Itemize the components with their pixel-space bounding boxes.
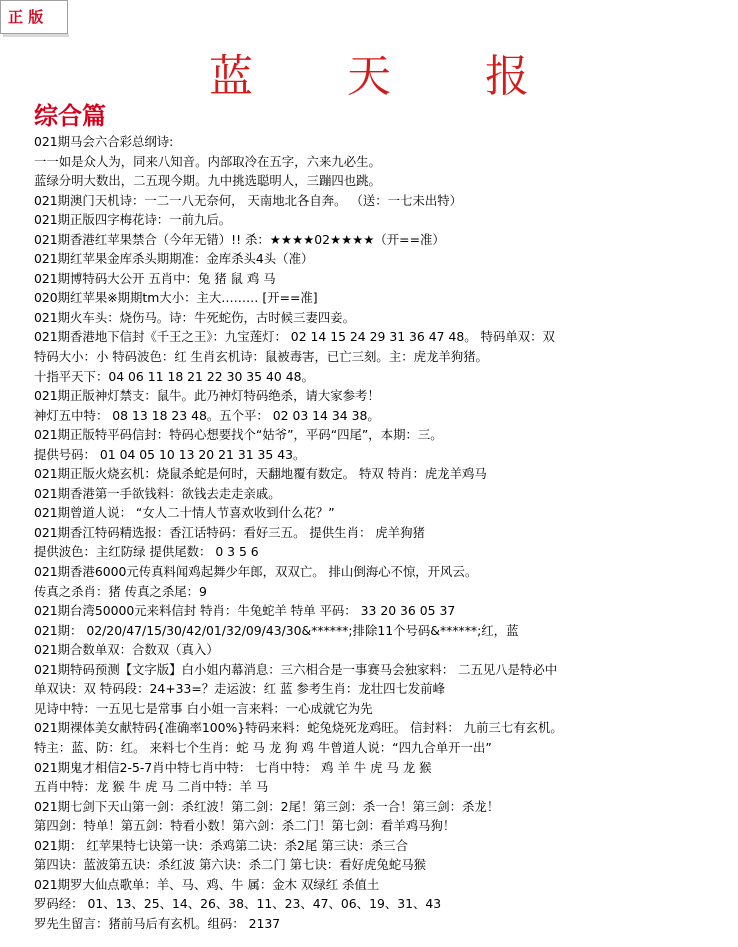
- text-line: 蓝绿分明大数出，二五现今期。九中挑选聪明人，三蹦四也跳。: [34, 173, 381, 189]
- text-line: 见诗中特：一五见七是常事 白小姐一言来料：一心成就它为先: [34, 700, 373, 716]
- text-line: 021期： 红苹果特七诀第一诀：杀鸡第二诀：杀2尾 第三诀：杀三合: [34, 837, 408, 853]
- text-line: 021期正版火烧玄机：烧鼠杀蛇是何时，天翻地覆有数定。 特双 特肖：虎龙羊鸡马: [34, 466, 487, 482]
- text-line: 第四诀：蓝波第五诀：杀红波 第六诀：杀二门 第七诀：看好虎兔蛇马猴: [34, 857, 426, 873]
- genuine-badge: [0, 0, 68, 34]
- text-line: 021期曾道人说： “女人二十情人节喜欢收到什么花？”: [34, 505, 335, 521]
- section-heading: 综合篇: [34, 101, 106, 130]
- text-line: 021期马会六合彩总纲诗:: [34, 134, 174, 149]
- text-line: 传真之杀肖：猪 传真之杀尾：9: [34, 583, 207, 599]
- text-line: 神灯五中特： 08 13 18 23 48。五个平： 02 03 14 34 38。: [34, 407, 380, 423]
- text-line: 021期： 02/20/47/15/30/42/01/32/09/43/30&******;排除11个号码&******;红，蓝: [34, 622, 519, 638]
- text-line: 提供波色：主红防绿 提供尾数： 0 3 5 6: [34, 544, 259, 560]
- text-line: 一一如是众人为，同来八知音。内部取冷在五字，六来九必生。: [34, 153, 381, 169]
- text-line: 021期正版神灯禁支：鼠牛。此乃神灯特码绝杀，请大家参考！: [34, 388, 380, 404]
- badge-label: 正 版: [8, 8, 44, 26]
- text-line: 特主：蓝、防：红。 来料七个生肖：蛇 马 龙 狗 鸡 牛曾道人说：“四九合单开一出”: [34, 739, 492, 755]
- text-line: 021期正版四字梅花诗：一前九后。: [34, 212, 232, 228]
- text-line: 021期澳门天机诗：一二一八无奈何， 天南地北各自奔。 （送：一七未出特）: [34, 192, 463, 208]
- text-line: 021期裸体美女献特码{准确率100%}特码来料：蛇兔烧死龙鸡旺。 信封料： 九前三七有玄机。: [34, 720, 563, 736]
- text-line: 021期台湾50000元来料信封 特肖：牛兔蛇羊 特单 平码： 33 20 36 05 37: [34, 603, 456, 619]
- text-line: 单双诀：双 特码段：24+33=？走运波：红 蓝 参考生肖：龙壮四七发前峰: [34, 681, 446, 697]
- text-line: 021期香江特码精选报：香江话特码：看好三五。 提供生肖： 虎羊狗猪: [34, 524, 425, 540]
- text-line: 021期香港地下信封《千王之王》：九宝莲灯： 02 14 15 24 29 31 36 47 48。 特码单双：双: [34, 329, 555, 345]
- text-line: 021期香港6000元传真料闻鸡起舞少年郎，双双亡。 排山倒海心不惊，开风云。: [34, 564, 478, 580]
- text-line: 021期罗大仙点歌单：羊、马、鸡、牛 属：金木 双绿红 杀值土: [34, 876, 380, 892]
- text-line: 021期正版特平码信封：特码心想要找个“姑爷”，平码“四尾”，本期：三。: [34, 427, 443, 443]
- text-line: 罗先生留言：猪前马后有玄机。组码： 2137: [34, 915, 281, 931]
- text-line: 提供号码： 01 04 05 10 13 20 21 31 35 43。: [34, 446, 306, 462]
- text-line: 021期博特码大公开 五肖中：兔 猪 鼠 鸡 马: [34, 270, 276, 286]
- page-title: 蓝 天 报: [209, 51, 569, 102]
- text-line: 021期火车头：烧伤马。诗：牛死蛇伤，古时候三妻四妾。: [34, 309, 356, 325]
- text-line: 021期七剑下天山第一剑：杀红波！第二剑：2尾！第三剑：杀一合！第三剑：杀龙！: [34, 798, 500, 814]
- text-line: 020期红苹果※期期tm大小：主大……… [开==准]: [34, 290, 318, 306]
- text-line: 021期特码预测【文字版】白小姐内幕消息：三六相合是一事赛马会独家料： 二五见八是特必中: [34, 661, 558, 677]
- text-line: 特码大小：小 特码波色：红 生肖玄机诗：鼠被毒害，已亡三刻。主：虎龙羊狗猪。: [34, 349, 488, 365]
- text-line: 021期香港第一手欲钱料：欲钱去走走亲戚。: [34, 485, 281, 501]
- text-line: 第四剑：特单！第五剑：特看小数！第六剑：杀二门！第七剑：看羊鸡马狗！: [34, 818, 456, 834]
- badge-shadow: [3, 34, 69, 37]
- text-line: 罗码经： 01、13、25、14、26、38、11、23、47、06、19、31、43: [34, 896, 442, 912]
- text-line: 021期香港红苹果禁合（今年无错）!! 杀：★★★★02★★★★（开==准）: [34, 231, 445, 247]
- text-line: 021期合数单双：合数双（真入）: [34, 642, 219, 658]
- text-line: 021期红苹果金库杀头期期准：金库杀头4头（准）: [34, 251, 314, 267]
- text-line: 十指平天下：04 06 11 18 21 22 30 35 40 48。: [34, 368, 314, 384]
- text-line: 021期鬼才相信2-5-7肖中特七肖中特： 七肖中特： 鸡 羊 牛 虎 马 龙 猴: [34, 759, 432, 775]
- content-lines: [34, 132, 734, 933]
- text-line: 五肖中特：龙 猴 牛 虎 马 二肖中特：羊 马: [34, 779, 269, 795]
